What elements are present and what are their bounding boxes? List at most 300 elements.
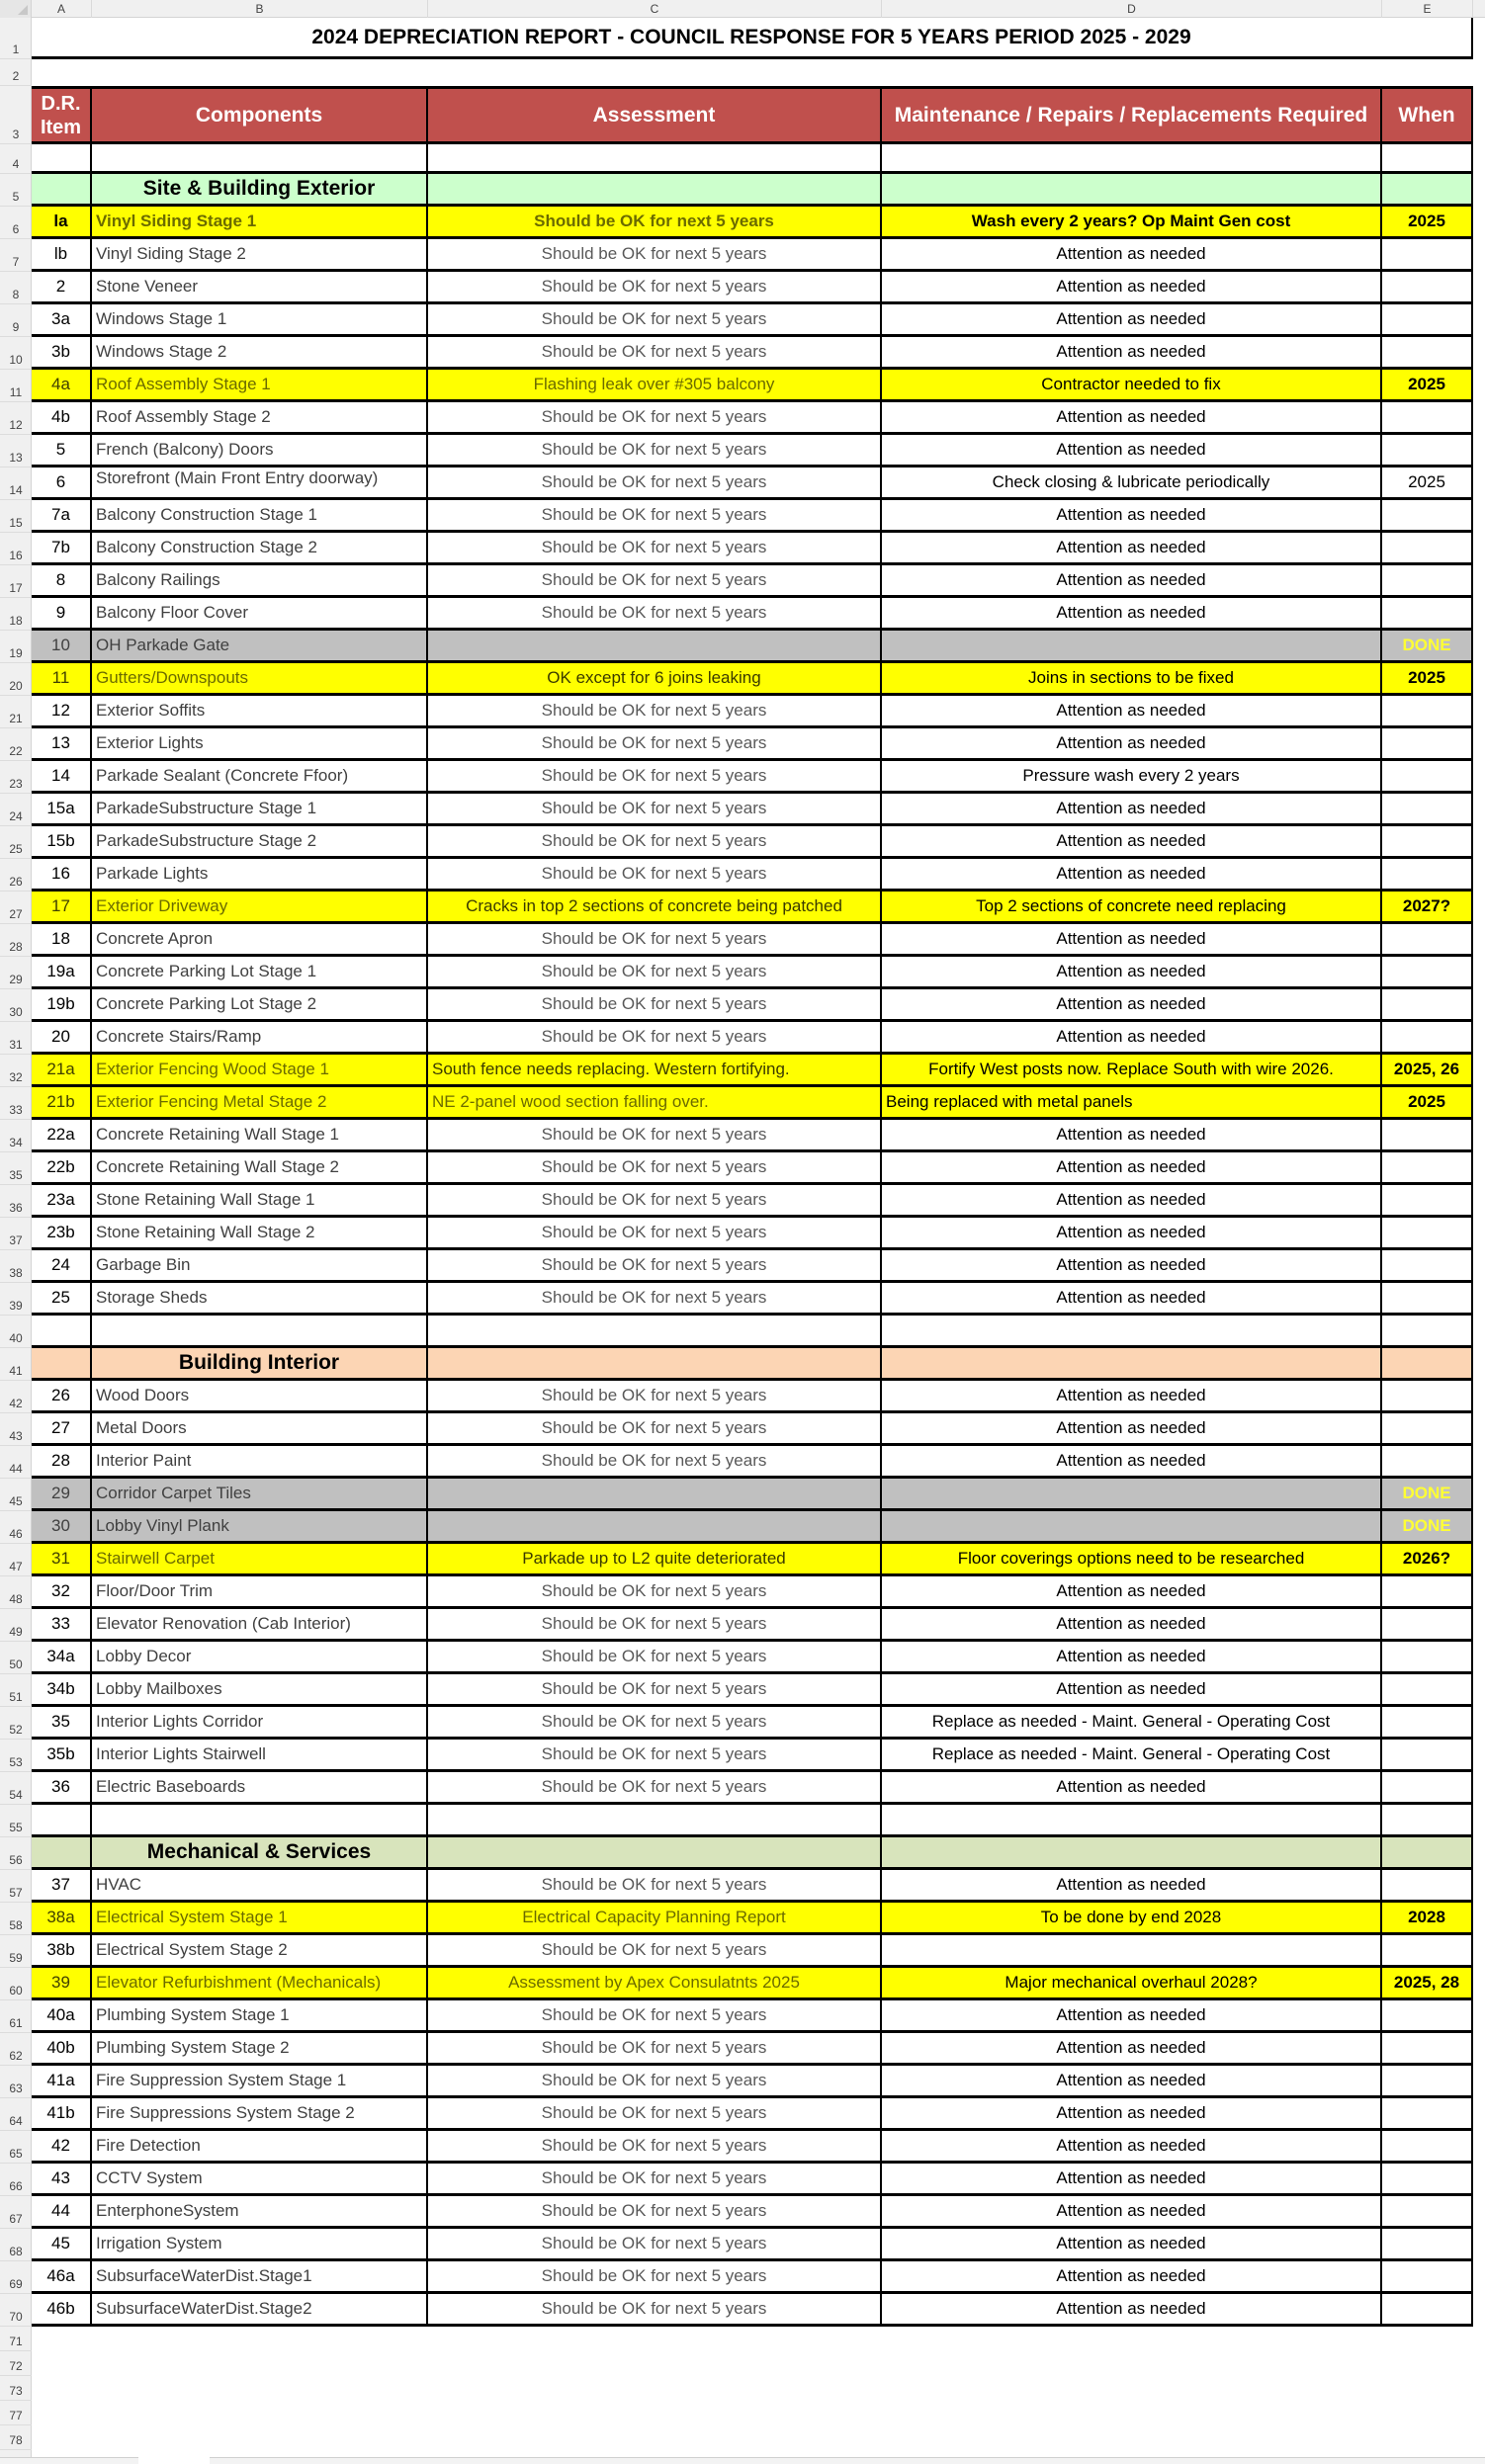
cell-component[interactable]: Electrical System Stage 2 xyxy=(92,1935,428,1965)
row-number[interactable]: 20 xyxy=(0,663,32,696)
row-number[interactable]: 31 xyxy=(0,1022,32,1055)
row-number[interactable]: 48 xyxy=(0,1576,32,1609)
cell-item[interactable] xyxy=(32,1348,92,1378)
cell-item[interactable]: 22a xyxy=(32,1120,92,1149)
row-number[interactable]: 71 xyxy=(0,2327,32,2351)
cell-component[interactable]: Floor/Door Trim xyxy=(92,1576,428,1606)
cell-component[interactable]: Exterior Lights xyxy=(92,728,428,758)
cell-item[interactable] xyxy=(32,1316,92,1345)
cell-when[interactable] xyxy=(1382,402,1471,432)
row-number[interactable]: 30 xyxy=(0,989,32,1022)
cell-action[interactable]: Contractor needed to fix xyxy=(882,370,1382,399)
cell-item[interactable]: 5 xyxy=(32,435,92,465)
cell-assessment[interactable]: Cracks in top 2 sections of concrete being patched xyxy=(428,892,882,921)
cell-action[interactable]: Attention as needed xyxy=(882,1185,1382,1215)
cell-action[interactable] xyxy=(882,1479,1382,1508)
cell-component[interactable]: Storefront (Main Front Entry doorway) xyxy=(92,467,428,497)
cell-component[interactable] xyxy=(92,1805,428,1834)
cell-item[interactable]: 13 xyxy=(32,728,92,758)
column-header-e[interactable]: E xyxy=(1382,0,1473,18)
row-number[interactable]: 50 xyxy=(0,1642,32,1674)
cell-item[interactable]: 21a xyxy=(32,1055,92,1084)
cell-component[interactable]: OH Parkade Gate xyxy=(92,631,428,660)
cell-component[interactable]: Stone Retaining Wall Stage 1 xyxy=(92,1185,428,1215)
cell-component[interactable]: Electrical System Stage 1 xyxy=(92,1903,428,1932)
cell-assessment[interactable] xyxy=(428,144,882,171)
cell-action[interactable]: Attention as needed xyxy=(882,1609,1382,1639)
cell-assessment[interactable]: South fence needs replacing. Western fortifying. xyxy=(428,1055,882,1084)
cell-component[interactable]: Corridor Carpet Tiles xyxy=(92,1479,428,1508)
cell-item[interactable] xyxy=(32,1805,92,1834)
cell-action[interactable]: Attention as needed xyxy=(882,826,1382,856)
cell-when[interactable] xyxy=(1382,1413,1471,1443)
cell-component[interactable]: Concrete Retaining Wall Stage 2 xyxy=(92,1152,428,1182)
row-number[interactable]: 21 xyxy=(0,696,32,728)
cell-action[interactable]: Attention as needed xyxy=(882,1772,1382,1802)
cell-item[interactable]: 9 xyxy=(32,598,92,628)
cell-item[interactable]: 7a xyxy=(32,500,92,530)
cell-action[interactable]: Attention as needed xyxy=(882,500,1382,530)
cell-item[interactable]: 43 xyxy=(32,2164,92,2193)
row-number[interactable]: 40 xyxy=(0,1316,32,1348)
row-number[interactable]: 43 xyxy=(0,1413,32,1446)
row-number[interactable]: 3 xyxy=(0,86,32,144)
cell-item[interactable]: 15a xyxy=(32,794,92,823)
row-number[interactable]: 56 xyxy=(0,1837,32,1870)
cell-assessment[interactable]: Should be OK for next 5 years xyxy=(428,1609,882,1639)
row-number[interactable]: 52 xyxy=(0,1707,32,1740)
cell-item[interactable]: 12 xyxy=(32,696,92,725)
cell-item[interactable]: 36 xyxy=(32,1772,92,1802)
row-number[interactable]: 39 xyxy=(0,1283,32,1316)
cell-action[interactable]: Attention as needed xyxy=(882,794,1382,823)
section-title[interactable]: Mechanical & Services xyxy=(92,1837,428,1867)
cell-component[interactable]: Fire Suppressions System Stage 2 xyxy=(92,2098,428,2128)
cell-assessment[interactable]: Should be OK for next 5 years xyxy=(428,207,882,236)
cell-assessment[interactable]: Should be OK for next 5 years xyxy=(428,1218,882,1247)
cell-item[interactable]: 27 xyxy=(32,1413,92,1443)
row-number[interactable]: 35 xyxy=(0,1152,32,1185)
cell-when[interactable] xyxy=(1382,924,1471,954)
cell-assessment[interactable]: Flashing leak over #305 balcony xyxy=(428,370,882,399)
cell-action[interactable]: Attention as needed xyxy=(882,1283,1382,1313)
cell-assessment[interactable] xyxy=(428,1511,882,1541)
cell-item[interactable]: 20 xyxy=(32,1022,92,1052)
row-number[interactable]: 27 xyxy=(0,892,32,924)
row-number[interactable]: 44 xyxy=(0,1446,32,1479)
cell-action[interactable]: Attention as needed xyxy=(882,1870,1382,1900)
cell-item[interactable]: 45 xyxy=(32,2229,92,2258)
cell-action[interactable]: Attention as needed xyxy=(882,2131,1382,2161)
row-number[interactable]: 26 xyxy=(0,859,32,892)
cell-assessment[interactable] xyxy=(428,1837,882,1867)
row-number[interactable]: 25 xyxy=(0,826,32,859)
cell-action[interactable]: Attention as needed xyxy=(882,1152,1382,1182)
cell-component[interactable] xyxy=(92,1316,428,1345)
cell-assessment[interactable] xyxy=(428,1805,882,1834)
cell-when[interactable] xyxy=(1382,1348,1471,1378)
cell-action[interactable]: Joins in sections to be fixed xyxy=(882,663,1382,693)
cell-component[interactable]: Roof Assembly Stage 2 xyxy=(92,402,428,432)
row-number[interactable]: 19 xyxy=(0,631,32,663)
cell-component[interactable]: Parkade Sealant (Concrete Ffoor) xyxy=(92,761,428,791)
cell-item[interactable]: 7b xyxy=(32,533,92,562)
cell-assessment[interactable]: Should be OK for next 5 years xyxy=(428,1152,882,1182)
cell-when[interactable] xyxy=(1382,1316,1471,1345)
cell-action[interactable]: Replace as needed - Maint. General - Operating Cost xyxy=(882,1707,1382,1737)
cell-assessment[interactable]: Should be OK for next 5 years xyxy=(428,1185,882,1215)
cell-action[interactable]: Attention as needed xyxy=(882,2033,1382,2063)
cell-when[interactable] xyxy=(1382,761,1471,791)
cell-item[interactable]: 8 xyxy=(32,565,92,595)
cell-assessment[interactable]: Should be OK for next 5 years xyxy=(428,794,882,823)
cell-assessment[interactable] xyxy=(428,1316,882,1345)
cell-item[interactable]: 31 xyxy=(32,1544,92,1573)
cell-action[interactable] xyxy=(882,144,1382,171)
row-number[interactable]: 72 xyxy=(0,2351,32,2376)
cell-component[interactable]: Electric Baseboards xyxy=(92,1772,428,1802)
cell-item[interactable]: 40b xyxy=(32,2033,92,2063)
header-components[interactable]: Components xyxy=(92,89,428,141)
cell-component[interactable]: Interior Paint xyxy=(92,1446,428,1476)
cell-assessment[interactable]: Should be OK for next 5 years xyxy=(428,1022,882,1052)
cell-assessment[interactable]: Should be OK for next 5 years xyxy=(428,761,882,791)
cell-when[interactable] xyxy=(1382,174,1471,204)
cell-item[interactable]: 4a xyxy=(32,370,92,399)
row-number[interactable]: 5 xyxy=(0,174,32,207)
header-assessment[interactable]: Assessment xyxy=(428,89,882,141)
cell-action[interactable]: Attention as needed xyxy=(882,1250,1382,1280)
cell-item[interactable]: 37 xyxy=(32,1870,92,1900)
cell-component[interactable]: Gutters/Downspouts xyxy=(92,663,428,693)
cell-action[interactable]: Replace as needed - Maint. General - Operating Cost xyxy=(882,1740,1382,1769)
cell-item[interactable]: 24 xyxy=(32,1250,92,1280)
cell-action[interactable]: Major mechanical overhaul 2028? xyxy=(882,1968,1382,1997)
cell-component[interactable]: Storage Sheds xyxy=(92,1283,428,1313)
cell-item[interactable]: 38b xyxy=(32,1935,92,1965)
cell-action[interactable]: To be done by end 2028 xyxy=(882,1903,1382,1932)
cell-when[interactable] xyxy=(1382,2066,1471,2095)
cell-when[interactable] xyxy=(1382,598,1471,628)
cell-when[interactable] xyxy=(1382,435,1471,465)
cell-when[interactable] xyxy=(1382,1120,1471,1149)
cell-when[interactable] xyxy=(1382,826,1471,856)
cell-component[interactable]: Elevator Refurbishment (Mechanicals) xyxy=(92,1968,428,1997)
row-number[interactable]: 64 xyxy=(0,2098,32,2131)
cell-assessment[interactable]: Should be OK for next 5 years xyxy=(428,859,882,889)
cell-action[interactable] xyxy=(882,1348,1382,1378)
cell-item[interactable]: 32 xyxy=(32,1576,92,1606)
cell-assessment[interactable]: Should be OK for next 5 years xyxy=(428,1413,882,1443)
cell-item[interactable]: 15b xyxy=(32,826,92,856)
cell-assessment[interactable]: Should be OK for next 5 years xyxy=(428,2033,882,2063)
cell-assessment[interactable]: Should be OK for next 5 years xyxy=(428,1446,882,1476)
row-number[interactable]: 70 xyxy=(0,2294,32,2327)
cell-action[interactable]: Attention as needed xyxy=(882,1642,1382,1671)
cell-assessment[interactable]: Should be OK for next 5 years xyxy=(428,1576,882,1606)
cell-component[interactable]: Lobby Decor xyxy=(92,1642,428,1671)
cell-item[interactable]: 11 xyxy=(32,663,92,693)
cell-assessment[interactable]: Should be OK for next 5 years xyxy=(428,500,882,530)
row-number[interactable]: 6 xyxy=(0,207,32,239)
cell-action[interactable]: Attention as needed xyxy=(882,2098,1382,2128)
row-number[interactable]: 51 xyxy=(0,1674,32,1707)
cell-action[interactable]: Attention as needed xyxy=(882,402,1382,432)
header-maintenance[interactable]: Maintenance / Repairs / Replacements Required xyxy=(882,89,1382,141)
row-number[interactable]: 42 xyxy=(0,1381,32,1413)
row-number[interactable]: 18 xyxy=(0,598,32,631)
row-number[interactable]: 4 xyxy=(0,144,32,174)
header-item[interactable]: D.R. Item xyxy=(32,89,92,141)
cell-item[interactable]: 39 xyxy=(32,1968,92,1997)
row-number[interactable]: 16 xyxy=(0,533,32,565)
cell-assessment[interactable]: Should be OK for next 5 years xyxy=(428,1870,882,1900)
cell-when[interactable] xyxy=(1382,1022,1471,1052)
row-number[interactable]: 61 xyxy=(0,2000,32,2033)
cell-assessment[interactable]: Should be OK for next 5 years xyxy=(428,1283,882,1313)
cell-action[interactable]: Attention as needed xyxy=(882,2196,1382,2226)
cell-assessment[interactable] xyxy=(428,1479,882,1508)
cell-item[interactable]: 35 xyxy=(32,1707,92,1737)
cell-when[interactable] xyxy=(1382,1674,1471,1704)
cell-when[interactable] xyxy=(1382,1609,1471,1639)
cell-action[interactable]: Attention as needed xyxy=(882,989,1382,1019)
cell-item[interactable]: 40a xyxy=(32,2000,92,2030)
cell-component[interactable]: Lobby Mailboxes xyxy=(92,1674,428,1704)
cell-component[interactable]: SubsurfaceWaterDist.Stage1 xyxy=(92,2261,428,2291)
cell-when[interactable]: 2028 xyxy=(1382,1903,1471,1932)
cell-component[interactable]: Concrete Retaining Wall Stage 1 xyxy=(92,1120,428,1149)
cell-item[interactable]: 23a xyxy=(32,1185,92,1215)
cell-assessment[interactable]: Should be OK for next 5 years xyxy=(428,598,882,628)
cell-action[interactable]: Top 2 sections of concrete need replacing xyxy=(882,892,1382,921)
cell-component[interactable]: HVAC xyxy=(92,1870,428,1900)
cell-assessment[interactable]: Should be OK for next 5 years xyxy=(428,728,882,758)
row-number[interactable]: 2 xyxy=(0,59,32,86)
cell-when[interactable] xyxy=(1382,1152,1471,1182)
cell-when[interactable] xyxy=(1382,1446,1471,1476)
cell-assessment[interactable] xyxy=(428,174,882,204)
cell-assessment[interactable]: Should be OK for next 5 years xyxy=(428,1674,882,1704)
cell-action[interactable] xyxy=(882,1837,1382,1867)
row-number[interactable]: 77 xyxy=(0,2401,32,2425)
cell-item[interactable]: la xyxy=(32,207,92,236)
cell-component[interactable]: Stairwell Carpet xyxy=(92,1544,428,1573)
cell-item[interactable]: 33 xyxy=(32,1609,92,1639)
cell-assessment[interactable]: Should be OK for next 5 years xyxy=(428,989,882,1019)
cell-when[interactable]: 2025, 28 xyxy=(1382,1968,1471,1997)
report-title[interactable]: 2024 DEPRECIATION REPORT - COUNCIL RESPONSE FOR 5 YEARS PERIOD 2025 - 2029 xyxy=(32,18,1473,59)
cell-action[interactable] xyxy=(882,1805,1382,1834)
cell-assessment[interactable]: NE 2-panel wood section falling over. xyxy=(428,1087,882,1117)
cell-action[interactable]: Being replaced with metal panels xyxy=(882,1087,1382,1117)
cell-assessment[interactable]: Should be OK for next 5 years xyxy=(428,2098,882,2128)
cell-assessment[interactable]: Should be OK for next 5 years xyxy=(428,533,882,562)
cell-when[interactable] xyxy=(1382,2098,1471,2128)
cell-action[interactable] xyxy=(882,1511,1382,1541)
row-number[interactable]: 29 xyxy=(0,957,32,989)
cell-assessment[interactable]: Should be OK for next 5 years xyxy=(428,2066,882,2095)
cell-item[interactable]: 46a xyxy=(32,2261,92,2291)
cell-action[interactable]: Attention as needed xyxy=(882,598,1382,628)
cell-component[interactable]: Irrigation System xyxy=(92,2229,428,2258)
done-badge[interactable]: DONE xyxy=(1382,631,1471,660)
done-badge[interactable]: DONE xyxy=(1382,1511,1471,1541)
cell-assessment[interactable]: Should be OK for next 5 years xyxy=(428,565,882,595)
row-number[interactable]: 63 xyxy=(0,2066,32,2098)
row-number[interactable]: 67 xyxy=(0,2196,32,2229)
cell-component[interactable]: ParkadeSubstructure Stage 2 xyxy=(92,826,428,856)
cell-component[interactable]: Vinyl Siding Stage 2 xyxy=(92,239,428,269)
cell-item[interactable]: 38a xyxy=(32,1903,92,1932)
cell-when[interactable] xyxy=(1382,957,1471,986)
cell-assessment[interactable] xyxy=(428,1348,882,1378)
cell-assessment[interactable]: Should be OK for next 5 years xyxy=(428,239,882,269)
cell-component[interactable]: Vinyl Siding Stage 1 xyxy=(92,207,428,236)
cell-assessment[interactable]: Should be OK for next 5 years xyxy=(428,2196,882,2226)
cell-component[interactable]: Garbage Bin xyxy=(92,1250,428,1280)
cell-item[interactable]: 19a xyxy=(32,957,92,986)
cell-assessment[interactable]: Should be OK for next 5 years xyxy=(428,2131,882,2161)
cell-item[interactable]: 46b xyxy=(32,2294,92,2324)
row-number[interactable]: 58 xyxy=(0,1903,32,1935)
cell-component[interactable]: Lobby Vinyl Plank xyxy=(92,1511,428,1541)
row-number[interactable]: 38 xyxy=(0,1250,32,1283)
cell-item[interactable]: 44 xyxy=(32,2196,92,2226)
cell-when[interactable]: 2025 xyxy=(1408,472,1445,491)
cell-component[interactable]: Stone Retaining Wall Stage 2 xyxy=(92,1218,428,1247)
cell-component[interactable]: Interior Lights Stairwell xyxy=(92,1740,428,1769)
row-number[interactable]: 73 xyxy=(0,2376,32,2401)
cell-when[interactable] xyxy=(1382,2033,1471,2063)
cell-when[interactable] xyxy=(1382,565,1471,595)
cell-action[interactable] xyxy=(882,631,1382,660)
row-number[interactable]: 69 xyxy=(0,2261,32,2294)
cell-assessment[interactable]: Should be OK for next 5 years xyxy=(428,2164,882,2193)
cell-when[interactable] xyxy=(1382,2164,1471,2193)
cell-item[interactable]: 35b xyxy=(32,1740,92,1769)
cell-component[interactable]: Plumbing System Stage 1 xyxy=(92,2000,428,2030)
cell-action[interactable]: Attention as needed xyxy=(882,337,1382,367)
column-header-b[interactable]: B xyxy=(92,0,428,18)
cell-when[interactable] xyxy=(1382,144,1471,171)
cell-component[interactable]: Concrete Parking Lot Stage 2 xyxy=(92,989,428,1019)
cell-action[interactable]: Attention as needed xyxy=(882,1413,1382,1443)
row-number[interactable]: 36 xyxy=(0,1185,32,1218)
cell-assessment[interactable]: Should be OK for next 5 years xyxy=(428,304,882,334)
cell-item[interactable]: 29 xyxy=(32,1479,92,1508)
cell-component[interactable] xyxy=(92,144,428,171)
row-number[interactable]: 23 xyxy=(0,761,32,794)
row-number[interactable]: 33 xyxy=(0,1087,32,1120)
cell-when[interactable]: 2027? xyxy=(1382,892,1471,921)
cell-action[interactable]: Wash every 2 years? Op Maint Gen cost xyxy=(882,207,1382,236)
cell-component[interactable]: Exterior Fencing Wood Stage 1 xyxy=(92,1055,428,1084)
row-number[interactable]: 28 xyxy=(0,924,32,957)
done-badge[interactable]: DONE xyxy=(1382,1479,1471,1508)
cell-when[interactable] xyxy=(1382,1283,1471,1313)
cell-when[interactable] xyxy=(1382,1707,1471,1737)
cell-action[interactable]: Attention as needed xyxy=(882,2229,1382,2258)
cell-action[interactable]: Attention as needed xyxy=(882,304,1382,334)
cell-action[interactable]: Attention as needed xyxy=(882,435,1382,465)
cell-component[interactable]: Windows Stage 2 xyxy=(92,337,428,367)
cell-assessment[interactable]: Should be OK for next 5 years xyxy=(428,337,882,367)
cell-item[interactable]: 34a xyxy=(32,1642,92,1671)
cell-when[interactable] xyxy=(1382,1185,1471,1215)
cell-when[interactable] xyxy=(1382,1837,1471,1867)
cell-when[interactable] xyxy=(1382,2196,1471,2226)
row-number[interactable]: 57 xyxy=(0,1870,32,1903)
cell-action[interactable]: Attention as needed xyxy=(882,1120,1382,1149)
cell-assessment[interactable]: Should be OK for next 5 years xyxy=(428,1250,882,1280)
row-number[interactable]: 59 xyxy=(0,1935,32,1968)
cell-action[interactable]: Pressure wash every 2 years xyxy=(882,761,1382,791)
cell-action[interactable]: Attention as needed xyxy=(882,1446,1382,1476)
cell-component[interactable]: Balcony Construction Stage 1 xyxy=(92,500,428,530)
row-number[interactable]: 49 xyxy=(0,1609,32,1642)
row-number[interactable]: 65 xyxy=(0,2131,32,2164)
cell-action[interactable]: Attention as needed xyxy=(882,2164,1382,2193)
cell-item[interactable]: 42 xyxy=(32,2131,92,2161)
cell-item[interactable] xyxy=(32,174,92,204)
cell-when[interactable]: 2025 xyxy=(1382,370,1471,399)
row-number[interactable]: 12 xyxy=(0,402,32,435)
cell-when[interactable] xyxy=(1382,859,1471,889)
cell-when[interactable] xyxy=(1382,2229,1471,2258)
section-title[interactable]: Site & Building Exterior xyxy=(92,174,428,204)
cell-assessment[interactable]: Electrical Capacity Planning Report xyxy=(428,1903,882,1932)
cell-assessment[interactable]: Should be OK for next 5 years xyxy=(428,1381,882,1410)
cell-component[interactable]: Exterior Driveway xyxy=(92,892,428,921)
row-number[interactable]: 55 xyxy=(0,1805,32,1837)
cell-item[interactable]: 41a xyxy=(32,2066,92,2095)
cell-item[interactable]: 14 xyxy=(32,761,92,791)
cell-action[interactable]: Attention as needed xyxy=(882,2294,1382,2324)
cell-component[interactable]: Fire Detection xyxy=(92,2131,428,2161)
cell-item[interactable]: 34b xyxy=(32,1674,92,1704)
cell-item[interactable]: 17 xyxy=(32,892,92,921)
cell-assessment[interactable]: Should be OK for next 5 years xyxy=(428,1740,882,1769)
row-number[interactable]: 41 xyxy=(0,1348,32,1381)
cell-assessment[interactable]: Should be OK for next 5 years xyxy=(428,272,882,301)
cell-action[interactable]: Attention as needed xyxy=(882,1022,1382,1052)
cell-item[interactable]: 28 xyxy=(32,1446,92,1476)
cell-assessment[interactable]: Should be OK for next 5 years xyxy=(428,467,882,497)
cell-action[interactable]: Attention as needed xyxy=(882,533,1382,562)
cell-when[interactable]: 2026? xyxy=(1382,1544,1471,1573)
cell-item[interactable]: 16 xyxy=(32,859,92,889)
cell-component[interactable]: Windows Stage 1 xyxy=(92,304,428,334)
cell-component[interactable]: Concrete Stairs/Ramp xyxy=(92,1022,428,1052)
row-number[interactable]: 24 xyxy=(0,794,32,826)
cell-assessment[interactable]: Parkade up to L2 quite deteriorated xyxy=(428,1544,882,1573)
cell-assessment[interactable]: Should be OK for next 5 years xyxy=(428,2294,882,2324)
cell-action[interactable] xyxy=(882,1316,1382,1345)
cell-when[interactable] xyxy=(1382,337,1471,367)
cell-action[interactable]: Check closing & lubricate periodically xyxy=(882,467,1382,497)
cell-item[interactable]: 3b xyxy=(32,337,92,367)
cell-when[interactable] xyxy=(1382,2131,1471,2161)
cell-when[interactable] xyxy=(1382,1772,1471,1802)
row-number[interactable]: 11 xyxy=(0,370,32,402)
cell-component[interactable]: Interior Lights Corridor xyxy=(92,1707,428,1737)
cell-component[interactable]: Roof Assembly Stage 1 xyxy=(92,370,428,399)
cell-item[interactable]: 30 xyxy=(32,1511,92,1541)
cell-when[interactable] xyxy=(1382,1870,1471,1900)
cell-assessment[interactable]: Should be OK for next 5 years xyxy=(428,435,882,465)
row-number[interactable]: 13 xyxy=(0,435,32,467)
